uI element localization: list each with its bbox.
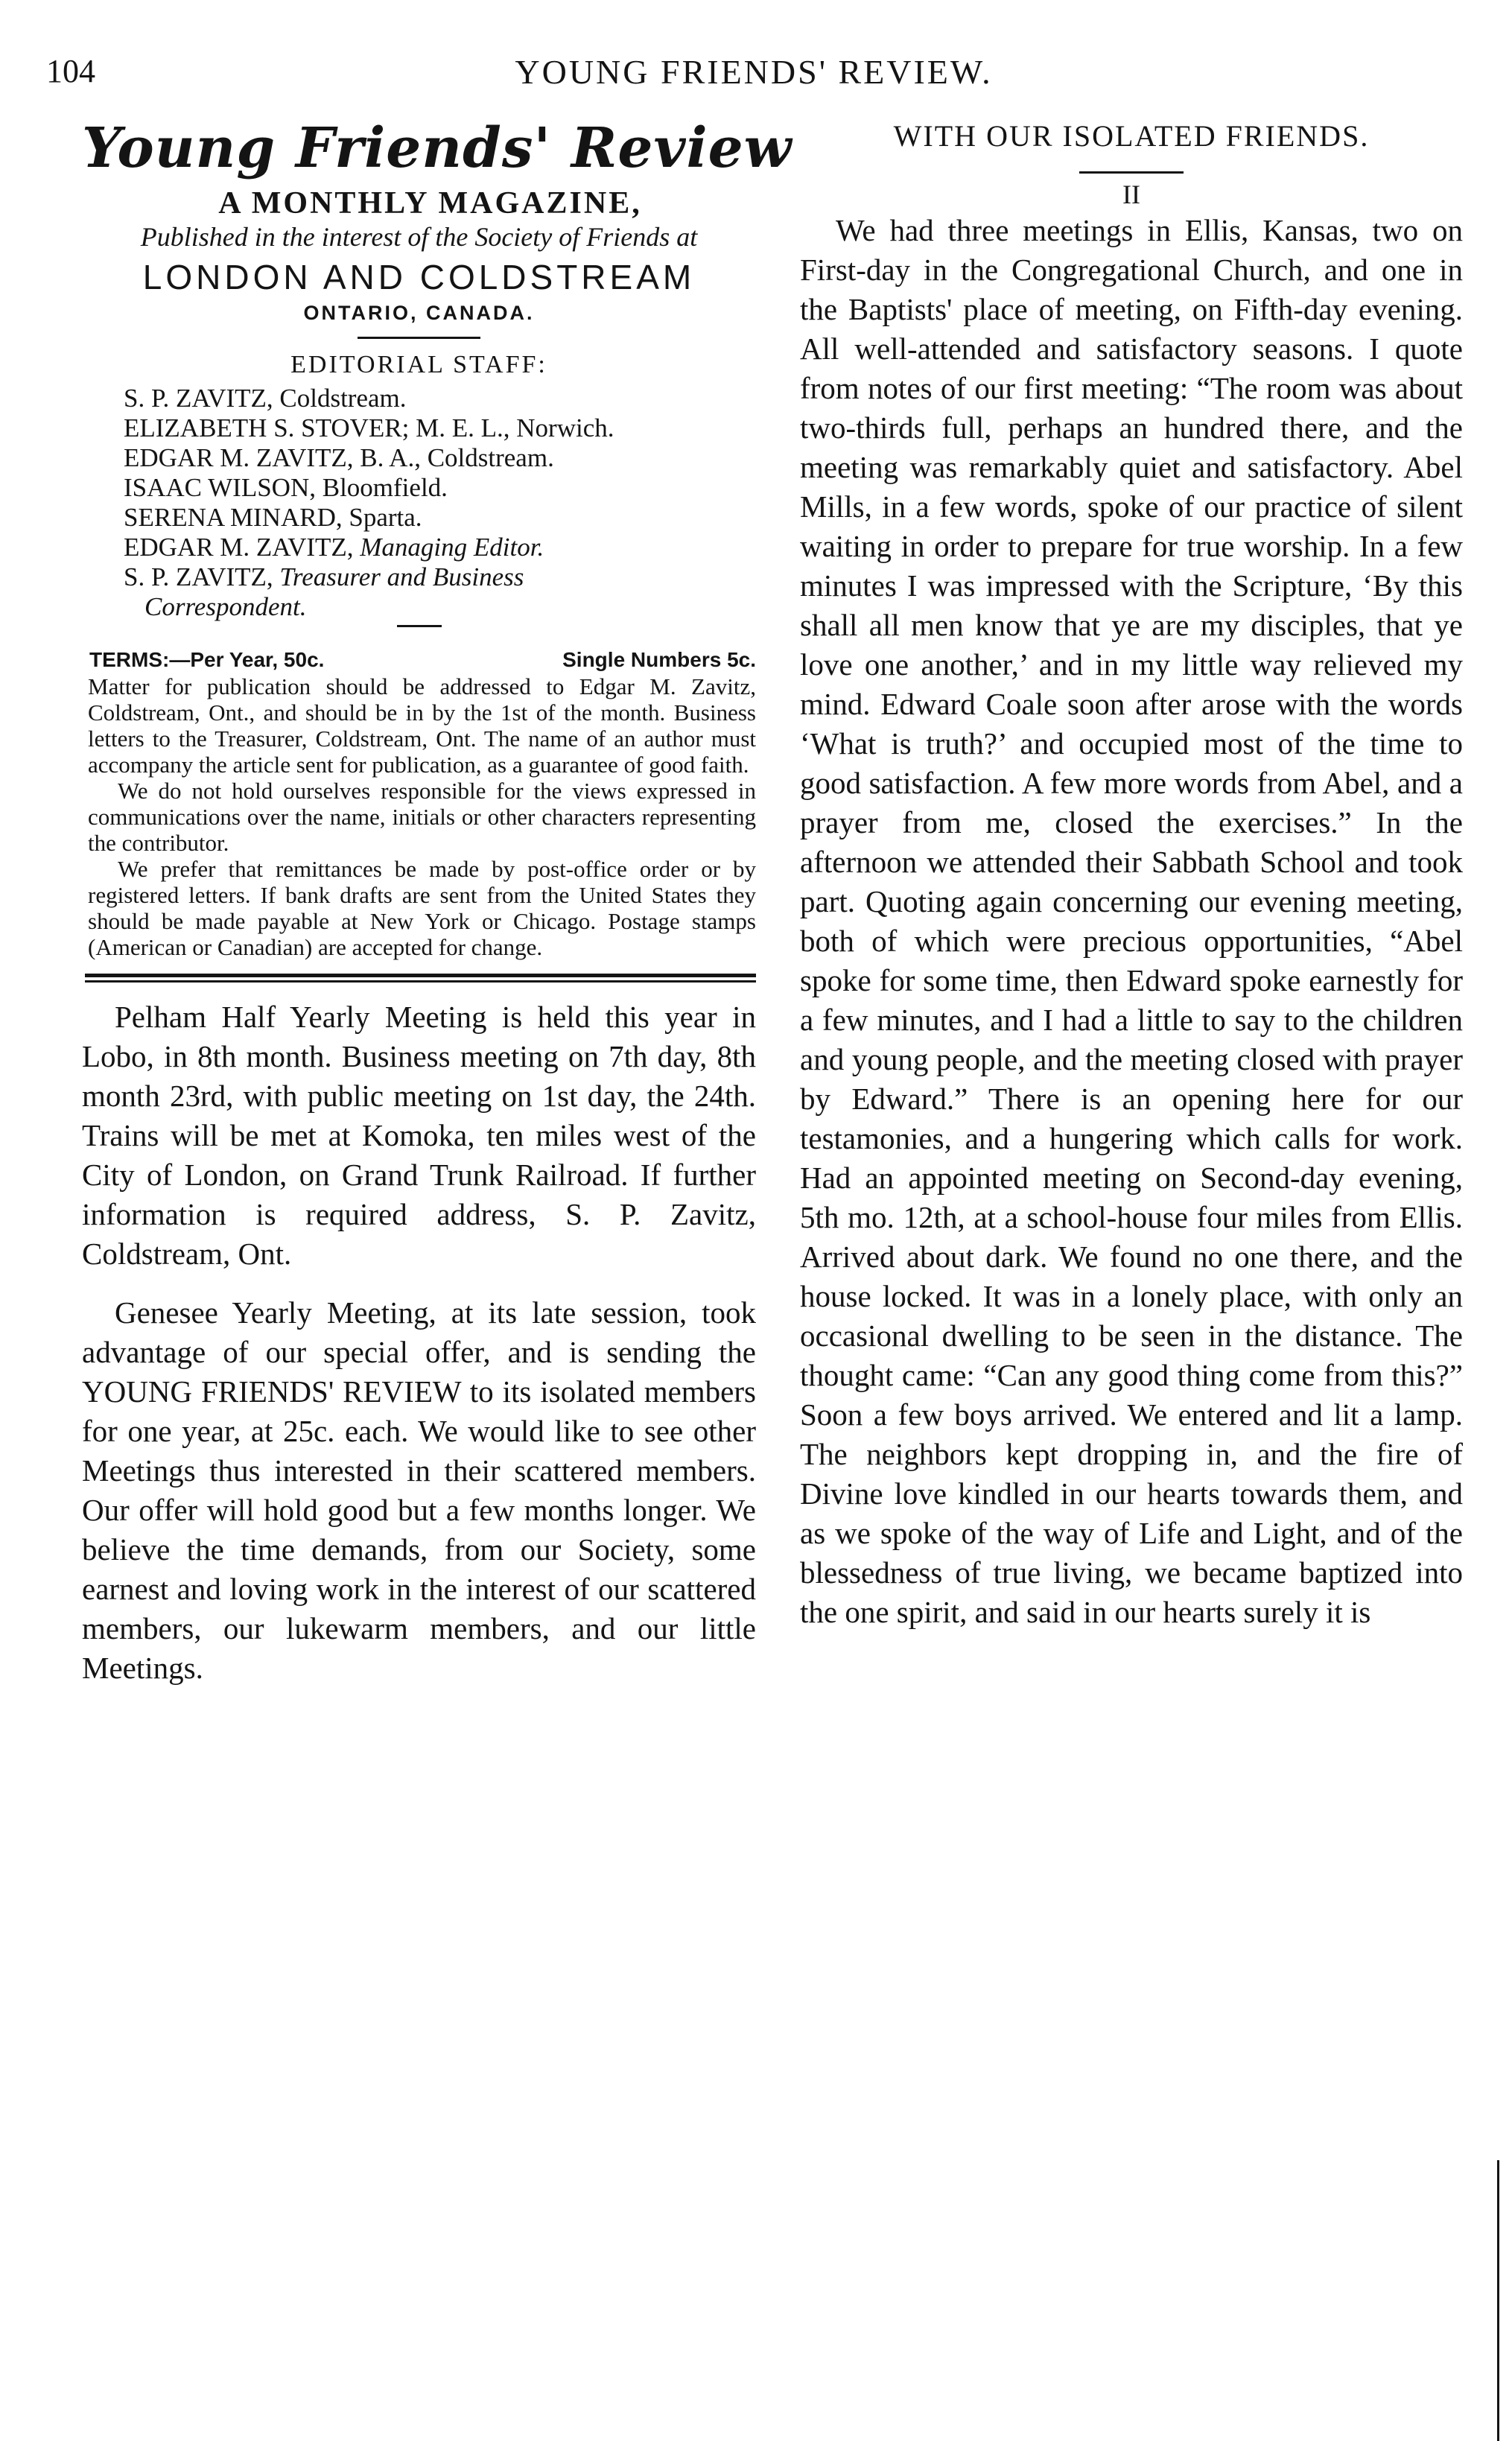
masthead-city: LONDON AND COLDSTREAM: [142, 258, 696, 296]
staff-line: [124, 533, 756, 562]
masthead-region: ONTARIO, CANADA.: [303, 302, 535, 324]
publication-notices: [82, 673, 756, 960]
staff-name: S. P. ZAVITZ,: [124, 384, 280, 413]
staff-line: [124, 473, 756, 503]
staff-location: Coldstream.: [427, 443, 554, 472]
article-body: [800, 211, 1463, 1632]
article-paragraph: Pelham Half Yearly Meeting is held this year in Lobo, in 8th month. Business meeting on 7th day, 8th month 23rd, with public meeting on 1st day, the 24th. Trains will be met at Komoka, ten miles west of the City of London, on Grand Trunk Railroad. If further information is required address, S. P. Zavitz, Coldstream, Ont.: [82, 1000, 756, 1271]
staff-line: [124, 562, 756, 592]
masthead-divider: [358, 337, 480, 339]
article-title: WITH OUR ISOLATED FRIENDS.: [893, 119, 1370, 153]
article-paragraph: Genesee Yearly Meeting, at its late session, took advantage of our special offer, and is sending the YOUNG FRIENDS' REVIEW to its isolated members for one year, at 25c. each. We would like to see other Meetings thus interested in their scattered members. Our offer will hold good but a few months longer. We believe the time demands, from our Society, some earnest and loving work in the interest of our scattered members, our lukewarm members, and our little Meetings.: [82, 1295, 756, 1685]
staff-list: [124, 384, 756, 622]
notice-paragraph: Matter for publication should be addressed to Edgar M. Zavitz, Coldstream, Ont., and should be in by the 1st of the month. Business letters to the Treasurer, Coldstream, Ont. The name of an author must accompany the article sent for publication, as a guarantee of good faith.: [88, 673, 756, 778]
article-paragraph: We had three meetings in Ellis, Kansas, two on First-day in the Congregational Church, and one in the Baptists' place of meeting, on Fifth-day evening. All well-attended and satisfactory seasons. I quote from notes of our first meeting: “The room was about two-thirds full, perhaps an hundred there, and the meeting was remarkably quiet and satisfactory. Abel Mills, in a few words, spoke of our practice of silent waiting in order to prepare for true worship. In a few minutes I was impressed with the Scripture, ‘By this shall all men know that ye are my disciples, that ye love one another,’ and in my little way relieved my mind. Edward Coale soon after arose with the words ‘What is truth?’ and occupied most of the time to good satisfaction. A few more words from Abel, and a prayer from me, closed the exercises.” In the afternoon we attended their Sabbath School and took part. Quoting again concerning our evening meeting, both of which were precious opportunities, “Abel spoke for some time, then Edward spoke earnestly for a few minutes, and I had a little to say to the children and young people, and the meeting closed with prayer by Edward.” There is an opening here for our testamonies, and a hungering which calls for work. Had an appointed meeting on Second-day evening, 5th mo. 12th, at a school-house four miles from Ellis. Arrived about dark. We found no one there, and the house locked. It was in a lonely place, with only an occasional dwelling to be seen in the distance. The thought came: “Can any good thing come from this?” Soon a few boys arrived. We entered and lit a lamp. The neighbors kept dropping in, and the fire of Divine love kindled in our hearts towards them, and as we spoke of the way of Life and Light, and of the blessedness of true living, we became baptized into the one spirit, and said in our hearts surely it is: [800, 213, 1463, 1629]
staff-name: ISAAC WILSON,: [124, 473, 323, 502]
masthead-subtitle: A MONTHLY MAGAZINE,: [218, 186, 642, 220]
staff-line: [124, 443, 756, 473]
article-title-rule: [1079, 171, 1184, 174]
page-header: [46, 52, 1461, 104]
margin-line: [1497, 2160, 1499, 2441]
page-number: 104: [46, 53, 95, 89]
staff-name: EDGAR M. ZAVITZ, B. A.,: [124, 443, 428, 472]
staff-line: [124, 384, 756, 413]
staff-name: EDGAR M. ZAVITZ,: [124, 533, 360, 562]
staff-heading: EDITORIAL STAFF:: [290, 351, 547, 378]
staff-location: Sparta.: [349, 503, 422, 532]
section-double-rule: [85, 974, 756, 983]
staff-name: SERENA MINARD,: [124, 503, 349, 532]
terms-per-year: TERMS:—Per Year, 50c.: [89, 648, 325, 671]
staff-divider: [397, 625, 442, 627]
terms-single: Single Numbers 5c.: [562, 648, 756, 671]
right-column: [800, 119, 1463, 1632]
left-articles: [82, 997, 756, 1688]
masthead-title: Young Friends' Review: [82, 116, 792, 180]
staff-line: [124, 413, 756, 443]
terms-line: [82, 647, 756, 673]
staff-location: Norwich.: [516, 413, 614, 442]
staff-role: Managing Editor.: [360, 533, 544, 562]
staff-role-continued: Correspondent.: [144, 592, 307, 621]
running-title: YOUNG FRIENDS' REVIEW.: [515, 53, 993, 91]
staff-name: ELIZABETH S. STOVER; M. E. L.,: [124, 413, 517, 442]
staff-location: Coldstream.: [279, 384, 407, 413]
notice-paragraph: We do not hold ourselves responsible for the views expressed in communications over the name, initials or other characters representing the contributor.: [88, 778, 756, 856]
staff-name: S. P. ZAVITZ,: [124, 562, 280, 591]
left-column: [82, 112, 792, 1688]
staff-role: Treasurer and Business: [279, 562, 524, 591]
section-numeral: II: [1122, 180, 1140, 209]
notice-paragraph: We prefer that remittances be made by post-office order or by registered letters. If bank drafts are sent from the United States they should be made payable at New York or Chicago. Postage stamps (American or Canadian) are accepted for change.: [88, 856, 756, 960]
staff-line: [124, 503, 756, 533]
staff-location: Bloomfield.: [322, 473, 448, 502]
masthead-published: Published in the interest of the Society of Friends at: [140, 222, 698, 252]
